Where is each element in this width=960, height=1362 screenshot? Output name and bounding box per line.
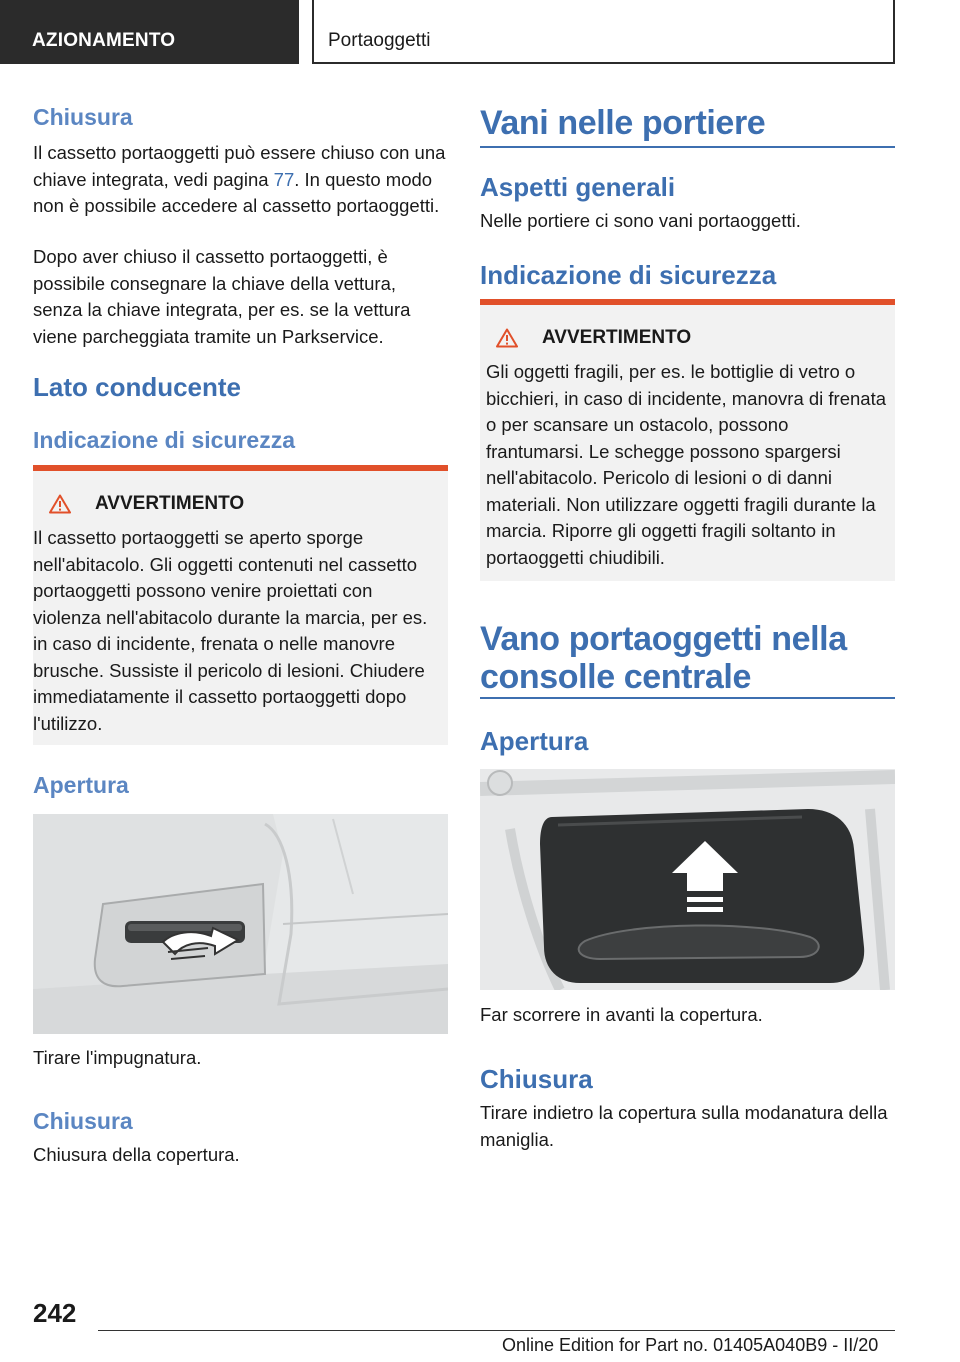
page-number: 242 <box>33 1298 77 1328</box>
console-illustration <box>480 769 895 990</box>
closing-paragraph-1 <box>33 140 448 220</box>
closing-heading-right: Chiusura <box>480 1064 593 1094</box>
chapter-title: Portaoggetti <box>312 0 895 64</box>
warning-text-left: Il cassetto portaoggetti se aperto sporge nell'abitacolo. Gli oggetti contenuti nel cassetto portaoggetti possono venire proiettati con violenza nell'abitacolo durante la marcia, per es. in caso di incidente, frenata o nelle manovre brusche. Sussiste il pericolo di lesioni. Chiudere immediatamente il cassetto portaoggetti dopo l'utilizzo. <box>33 527 428 734</box>
glovebox-illustration <box>33 814 448 1034</box>
closing-text-2: Chiusura della copertura. <box>33 1144 240 1165</box>
section-tab: AZIONAMENTO <box>0 0 299 64</box>
footer-rule <box>98 1330 895 1331</box>
warning-title-left <box>33 493 440 515</box>
opening-heading-right: Apertura <box>480 726 589 756</box>
heading-rule-1 <box>480 146 895 148</box>
closing-heading: Chiusura <box>33 104 133 130</box>
closing-paragraph-1-text: Il cassetto portaoggetti può essere chiuso con una chiave integrata, vedi pagina <box>33 142 446 190</box>
general-text: Nelle portiere ci sono vani portaoggetti. <box>480 210 801 231</box>
door-compartments-heading: Vani nelle portiere <box>480 104 766 142</box>
warning-box-left <box>33 465 448 745</box>
warning-text-right: Gli oggetti fragili, per es. le bottiglie di vetro o bicchieri, in caso di incidente, manovra di frenata o per scansare un ostacolo, possono frantumarsi. Le schegge possono spargersi nell'abitacolo. Pericolo di lesioni o di danni materiali. Non utilizzare oggetti fragili durante la marcia. Riporre gli oggetti fragili soltanto in portaoggetti chiudibili. <box>486 361 887 568</box>
closing-paragraph-2: Dopo aver chiuso il cassetto portaoggetti, è possibile consegnare la chiave della vettura, senza la chiave integrata, per es. se la vettura viene parcheggiata tramite un Parkservice. <box>33 246 411 347</box>
closing-paragraph-1-text-end: . In questo modo non è possibile accedere al cassetto portaoggetti. <box>33 168 440 216</box>
warning-box-right <box>480 299 895 581</box>
warning-triangle-icon <box>496 328 518 348</box>
heading-rule-2 <box>480 697 895 699</box>
warning-label-left: AVVERTIMENTO <box>95 493 245 514</box>
warning-triangle-icon <box>49 494 71 514</box>
closing-heading-2: Chiusura <box>33 1108 133 1134</box>
closing-text-right: Tirare indietro la copertura sulla modanatura della maniglia. <box>480 1102 888 1150</box>
safety-heading-right: Indicazione di sicurezza <box>480 260 777 290</box>
console-compartment-heading: Vano portaoggetti nella consolle centrale <box>480 620 847 696</box>
driver-side-heading: Lato conducente <box>33 372 242 402</box>
warning-title-right <box>486 327 887 349</box>
safety-heading-left: Indicazione di sicurezza <box>33 427 296 453</box>
opening-caption-left: Tirare l'impugnatura. <box>33 1047 202 1068</box>
general-heading: Aspetti generali <box>480 172 676 202</box>
page-link-77[interactable]: 77 <box>273 168 295 190</box>
warning-label-right: AVVERTIMENTO <box>542 327 692 348</box>
edition-text: Online Edition for Part no. 01405A040B9 - II/20 <box>502 1335 879 1355</box>
opening-caption-right: Far scorrere in avanti la copertura. <box>480 1004 763 1025</box>
opening-heading-left: Apertura <box>33 772 129 798</box>
